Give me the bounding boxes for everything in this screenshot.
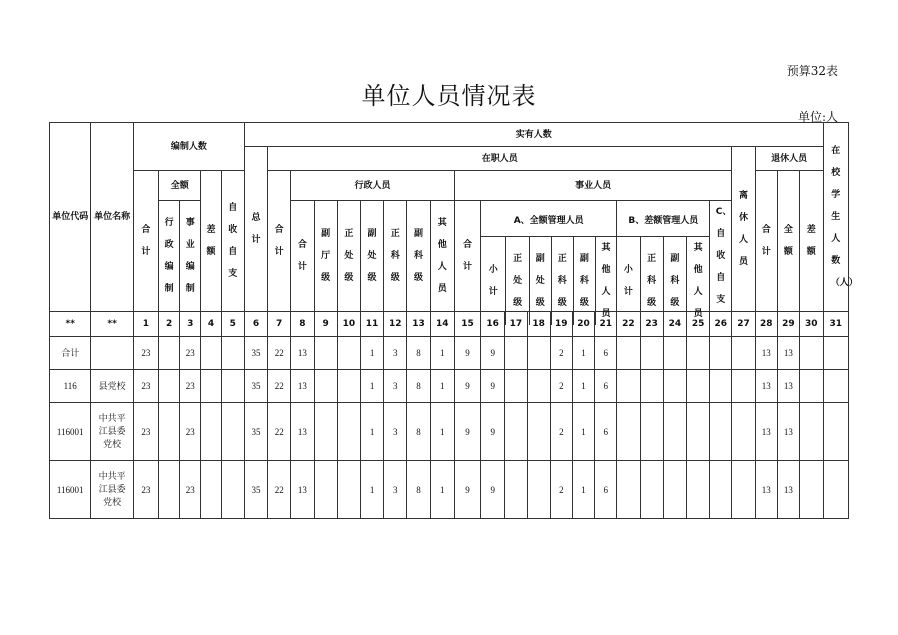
index-cell: 9: [314, 312, 337, 337]
value-cell: 35: [244, 403, 267, 461]
header-admin-staff: 行政编制: [159, 201, 180, 312]
index-cell: 20: [572, 312, 594, 337]
index-cell: 5: [221, 312, 244, 337]
value-cell: 23: [133, 370, 158, 403]
header-deputy-section: 副科级: [407, 201, 430, 312]
value-cell: [640, 403, 663, 461]
header-deputy-div: 副处级: [360, 201, 383, 312]
value-cell: 23: [133, 461, 158, 519]
value-cell: [337, 461, 360, 519]
header-diff-amount: 差额: [201, 171, 221, 312]
header-grand-total: 总计: [244, 147, 267, 312]
value-cell: 9: [454, 370, 480, 403]
value-cell: 13: [777, 461, 799, 519]
index-cell: 31: [823, 312, 848, 337]
value-cell: [505, 337, 527, 370]
index-cell: 2: [159, 312, 180, 337]
value-cell: 2: [550, 403, 572, 461]
header-admin-other: 其他人员: [430, 201, 454, 312]
value-cell: [710, 337, 732, 370]
index-cell: 25: [686, 312, 709, 337]
value-cell: 1: [360, 337, 383, 370]
value-cell: [686, 403, 709, 461]
value-cell: [527, 461, 550, 519]
header-retired-total: 合计: [755, 171, 777, 312]
index-cell: **: [50, 312, 91, 337]
index-cell: 6: [244, 312, 267, 337]
index-cell: 16: [481, 312, 505, 337]
unit-code-cell: 116001: [50, 403, 91, 461]
value-cell: 13: [291, 403, 314, 461]
header-retired-diff: 差额: [800, 171, 824, 312]
index-cell: 17: [505, 312, 527, 337]
header-retired: 退休人员: [755, 147, 823, 171]
value-cell: [617, 461, 640, 519]
value-cell: 22: [268, 403, 291, 461]
value-cell: [732, 337, 755, 370]
value-cell: [337, 337, 360, 370]
value-cell: [823, 403, 848, 461]
value-cell: [800, 403, 824, 461]
value-cell: 2: [550, 337, 572, 370]
header-staffing-total: 合计: [133, 171, 158, 312]
value-cell: 9: [481, 337, 505, 370]
value-cell: [663, 403, 686, 461]
index-cell: 10: [337, 312, 360, 337]
value-cell: [505, 370, 527, 403]
header-self-funded: 自收自支: [221, 171, 244, 312]
value-cell: 8: [407, 461, 430, 519]
value-cell: [663, 370, 686, 403]
unit-code-cell: 合计: [50, 337, 91, 370]
value-cell: [710, 370, 732, 403]
value-cell: [823, 461, 848, 519]
value-cell: [617, 403, 640, 461]
value-cell: 13: [291, 461, 314, 519]
value-cell: 1: [430, 337, 454, 370]
table-row: [50, 337, 849, 370]
index-cell: 8: [291, 312, 314, 337]
value-cell: 23: [180, 403, 201, 461]
table-row: [50, 461, 849, 519]
personnel-table: [49, 122, 858, 519]
value-cell: 3: [384, 461, 407, 519]
unit-name-cell: 中共平江县委党校: [91, 461, 133, 519]
value-cell: [201, 403, 221, 461]
header-staffing: 编制人数: [133, 123, 244, 171]
value-cell: [314, 370, 337, 403]
page-title: 单位人员情况表: [361, 82, 537, 110]
value-cell: 3: [384, 370, 407, 403]
value-cell: [201, 337, 221, 370]
value-cell: [159, 370, 180, 403]
value-cell: 13: [755, 337, 777, 370]
index-cell: 24: [663, 312, 686, 337]
value-cell: [314, 403, 337, 461]
value-cell: 13: [755, 403, 777, 461]
value-cell: [663, 337, 686, 370]
value-cell: 2: [550, 370, 572, 403]
value-cell: 35: [244, 370, 267, 403]
value-cell: [527, 337, 550, 370]
value-cell: 6: [595, 337, 617, 370]
value-cell: [337, 403, 360, 461]
value-cell: [640, 337, 663, 370]
value-cell: [732, 461, 755, 519]
header-in-service-total: 合计: [268, 171, 291, 312]
unit-name-cell: 中共平江县委党校: [91, 403, 133, 461]
value-cell: 1: [360, 461, 383, 519]
header-admin-total: 合计: [291, 201, 314, 312]
value-cell: [617, 370, 640, 403]
value-cell: [314, 337, 337, 370]
value-cell: [159, 461, 180, 519]
value-cell: [201, 461, 221, 519]
value-cell: [663, 461, 686, 519]
index-cell: 27: [732, 312, 755, 337]
unit-label: 单位:人: [797, 110, 838, 124]
value-cell: 8: [407, 337, 430, 370]
value-cell: 22: [268, 370, 291, 403]
value-cell: 13: [291, 337, 314, 370]
index-cell: 13: [407, 312, 430, 337]
value-cell: [617, 337, 640, 370]
value-cell: 23: [180, 370, 201, 403]
header-career-personnel: 事业人员: [454, 171, 732, 201]
value-cell: [505, 403, 527, 461]
value-cell: 23: [180, 461, 201, 519]
value-cell: [710, 461, 732, 519]
value-cell: 6: [595, 403, 617, 461]
table-row: [50, 403, 849, 461]
unit-name-cell: [91, 337, 133, 370]
value-cell: 9: [481, 403, 505, 461]
header-group-a: A、全额管理人员 小计 正处级 副处级 正科级 副科级 其他人员: [481, 201, 617, 312]
index-row: [50, 312, 849, 337]
value-cell: [314, 461, 337, 519]
value-cell: [800, 337, 824, 370]
header-group-c: C、自收自支: [710, 201, 732, 312]
value-cell: [640, 370, 663, 403]
value-cell: 13: [777, 337, 799, 370]
header-deputy-dept: 副厅级: [314, 201, 337, 312]
unit-code-cell: 116: [50, 370, 91, 403]
index-cell: 7: [268, 312, 291, 337]
value-cell: 8: [407, 370, 430, 403]
value-cell: 23: [133, 337, 158, 370]
header-retired-cadre: 离休人员: [732, 147, 755, 312]
value-cell: 22: [268, 337, 291, 370]
value-cell: [710, 403, 732, 461]
value-cell: [337, 370, 360, 403]
value-cell: [527, 370, 550, 403]
value-cell: [159, 337, 180, 370]
index-cell: 11: [360, 312, 383, 337]
value-cell: [686, 337, 709, 370]
value-cell: 1: [572, 337, 594, 370]
table-row: [50, 370, 849, 403]
header-actual: 实有人数: [244, 123, 823, 147]
value-cell: 1: [572, 403, 594, 461]
value-cell: 6: [595, 370, 617, 403]
value-cell: 3: [384, 403, 407, 461]
value-cell: 9: [454, 403, 480, 461]
value-cell: [221, 403, 244, 461]
index-cell: 14: [430, 312, 454, 337]
index-cell: 26: [710, 312, 732, 337]
value-cell: [823, 370, 848, 403]
value-cell: 9: [481, 370, 505, 403]
header-students: 在校学生人数（人）: [823, 123, 848, 312]
header-full-amount: 全额: [159, 171, 201, 201]
index-cell: 12: [384, 312, 407, 337]
form-number: 预算32表: [786, 64, 838, 78]
value-cell: 1: [360, 403, 383, 461]
value-cell: 1: [572, 370, 594, 403]
value-cell: 1: [572, 461, 594, 519]
index-cell: 19: [550, 312, 572, 337]
value-cell: 1: [430, 370, 454, 403]
value-cell: 9: [481, 461, 505, 519]
header-section-level: 正科级: [384, 201, 407, 312]
value-cell: 13: [755, 461, 777, 519]
index-cell: 22: [617, 312, 640, 337]
value-cell: 1: [360, 370, 383, 403]
value-cell: [823, 337, 848, 370]
value-cell: [640, 461, 663, 519]
value-cell: 23: [180, 337, 201, 370]
value-cell: [221, 370, 244, 403]
value-cell: 22: [268, 461, 291, 519]
value-cell: [221, 337, 244, 370]
header-unit-name: 单位名称: [91, 123, 133, 312]
value-cell: 9: [454, 337, 480, 370]
index-cell: 18: [527, 312, 550, 337]
value-cell: 35: [244, 337, 267, 370]
index-cell: 21: [595, 312, 617, 337]
value-cell: 35: [244, 461, 267, 519]
header-career-total: 合计: [454, 201, 480, 312]
value-cell: 13: [777, 403, 799, 461]
value-cell: 13: [755, 370, 777, 403]
value-cell: 13: [777, 370, 799, 403]
value-cell: [800, 370, 824, 403]
value-cell: [221, 461, 244, 519]
value-cell: 3: [384, 337, 407, 370]
unit-name-cell: 县党校: [91, 370, 133, 403]
index-cell: 15: [454, 312, 480, 337]
value-cell: [527, 403, 550, 461]
header-career-staff: 事业编制: [180, 201, 201, 312]
value-cell: 9: [454, 461, 480, 519]
value-cell: [732, 403, 755, 461]
unit-code-cell: 116001: [50, 461, 91, 519]
value-cell: [159, 403, 180, 461]
index-cell: **: [91, 312, 133, 337]
value-cell: [505, 461, 527, 519]
index-cell: 1: [133, 312, 158, 337]
index-cell: 4: [201, 312, 221, 337]
value-cell: 13: [291, 370, 314, 403]
header-unit-code: 单位代码: [50, 123, 91, 312]
value-cell: [732, 370, 755, 403]
header-group-b: B、差额管理人员 小计 正科级 副科级 其他人员: [617, 201, 710, 312]
value-cell: [686, 461, 709, 519]
value-cell: 2: [550, 461, 572, 519]
value-cell: 1: [430, 403, 454, 461]
index-cell: 3: [180, 312, 201, 337]
value-cell: 23: [133, 403, 158, 461]
value-cell: 8: [407, 403, 430, 461]
value-cell: 1: [430, 461, 454, 519]
index-cell: 28: [755, 312, 777, 337]
header-retired-full: 全额: [777, 171, 799, 312]
value-cell: [201, 370, 221, 403]
value-cell: [800, 461, 824, 519]
index-cell: 23: [640, 312, 663, 337]
value-cell: [686, 370, 709, 403]
header-in-service: 在职人员: [268, 147, 732, 171]
index-cell: 29: [777, 312, 799, 337]
header-dept-level: 正处级: [337, 201, 360, 312]
header-admin-personnel: 行政人员: [291, 171, 455, 201]
value-cell: 6: [595, 461, 617, 519]
index-cell: 30: [800, 312, 824, 337]
